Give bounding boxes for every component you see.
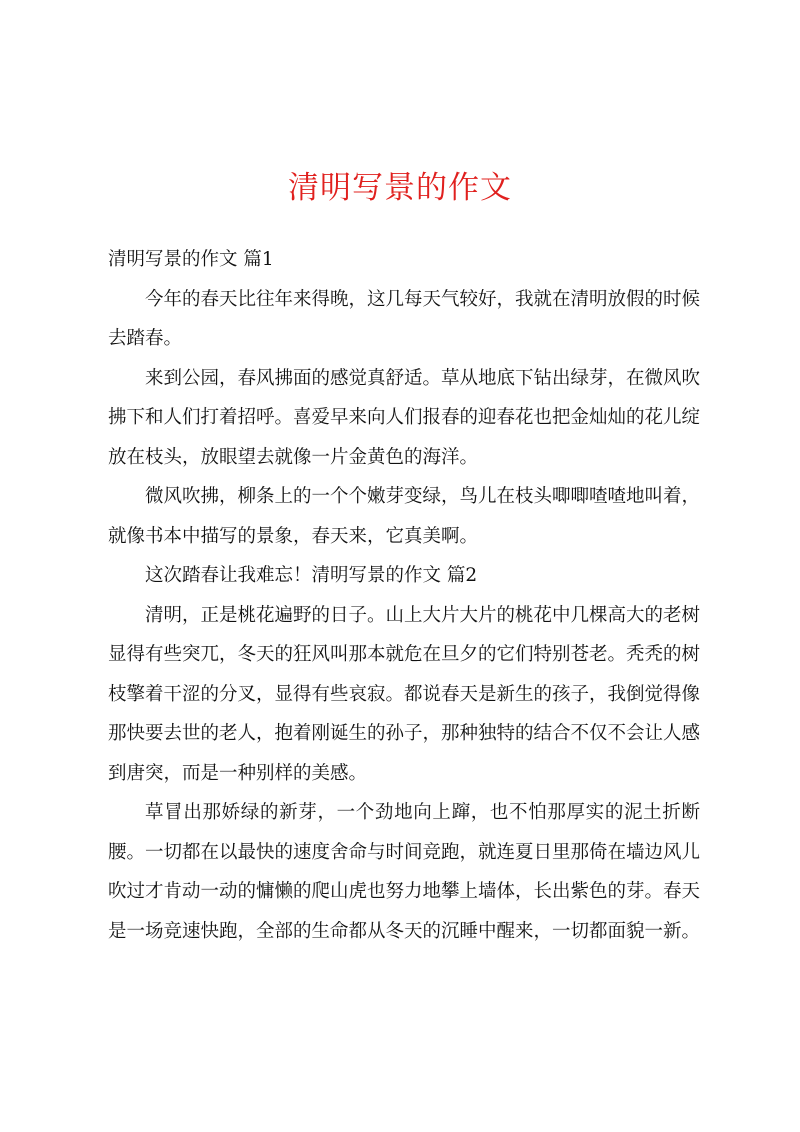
section-heading-1: 清明写景的作文 篇1 [108,249,274,270]
paragraph: 来到公园，春风拂面的感觉真舒适。草从地底下钻出绿芽，在微风吹拂下和人们打着招呼。喜爱早来向人们报春的迎春花也把金灿灿的花儿绽放在枝头，放眼望去就像一片金黄色的海洋。 [108,367,701,468]
paragraph: 今年的春天比往年来得晚，这几每天气较好，我就在清明放假的时候去踏春。 [108,288,701,349]
paragraph: 草冒出那娇绿的新芽，一个劲地向上蹿，也不怕那厚实的泥土折断腰。一切都在以最快的速度舍命与时间竞跑，就连夏日里那倚在墙边风儿吹过才肯动一动的慵懒的爬山虎也努力地攀上墙体，长出紫色的芽。春天是一场竞速快跑，全部的生命都从冬天的沉睡中醒来，一切都面貌一新。 [108,802,701,942]
paragraph: 微风吹拂，柳条上的一个个嫩芽变绿，鸟儿在枝头唧唧喳喳地叫着，就像书本中描写的景象，春天来，它真美啊。 [108,486,701,547]
paragraph: 这次踏春让我难忘！清明写景的作文 篇2 [145,565,478,586]
paragraph: 清明，正是桃花遍野的日子。山上大片大片的桃花中几棵高大的老树显得有些突兀，冬天的狂风叫那本就危在旦夕的它们特别苍老。秃秃的树枝擎着干涩的分叉，显得有些哀寂。都说春天是新生的孩子，我倒觉得像那快要去世的老人，抱着刚诞生的孙子，那种独特的结合不仅不会让人感到唐突，而是一种别样的美感。 [108,604,701,784]
document-body [108,240,700,951]
document-title: 清明写景的作文 [288,170,512,206]
